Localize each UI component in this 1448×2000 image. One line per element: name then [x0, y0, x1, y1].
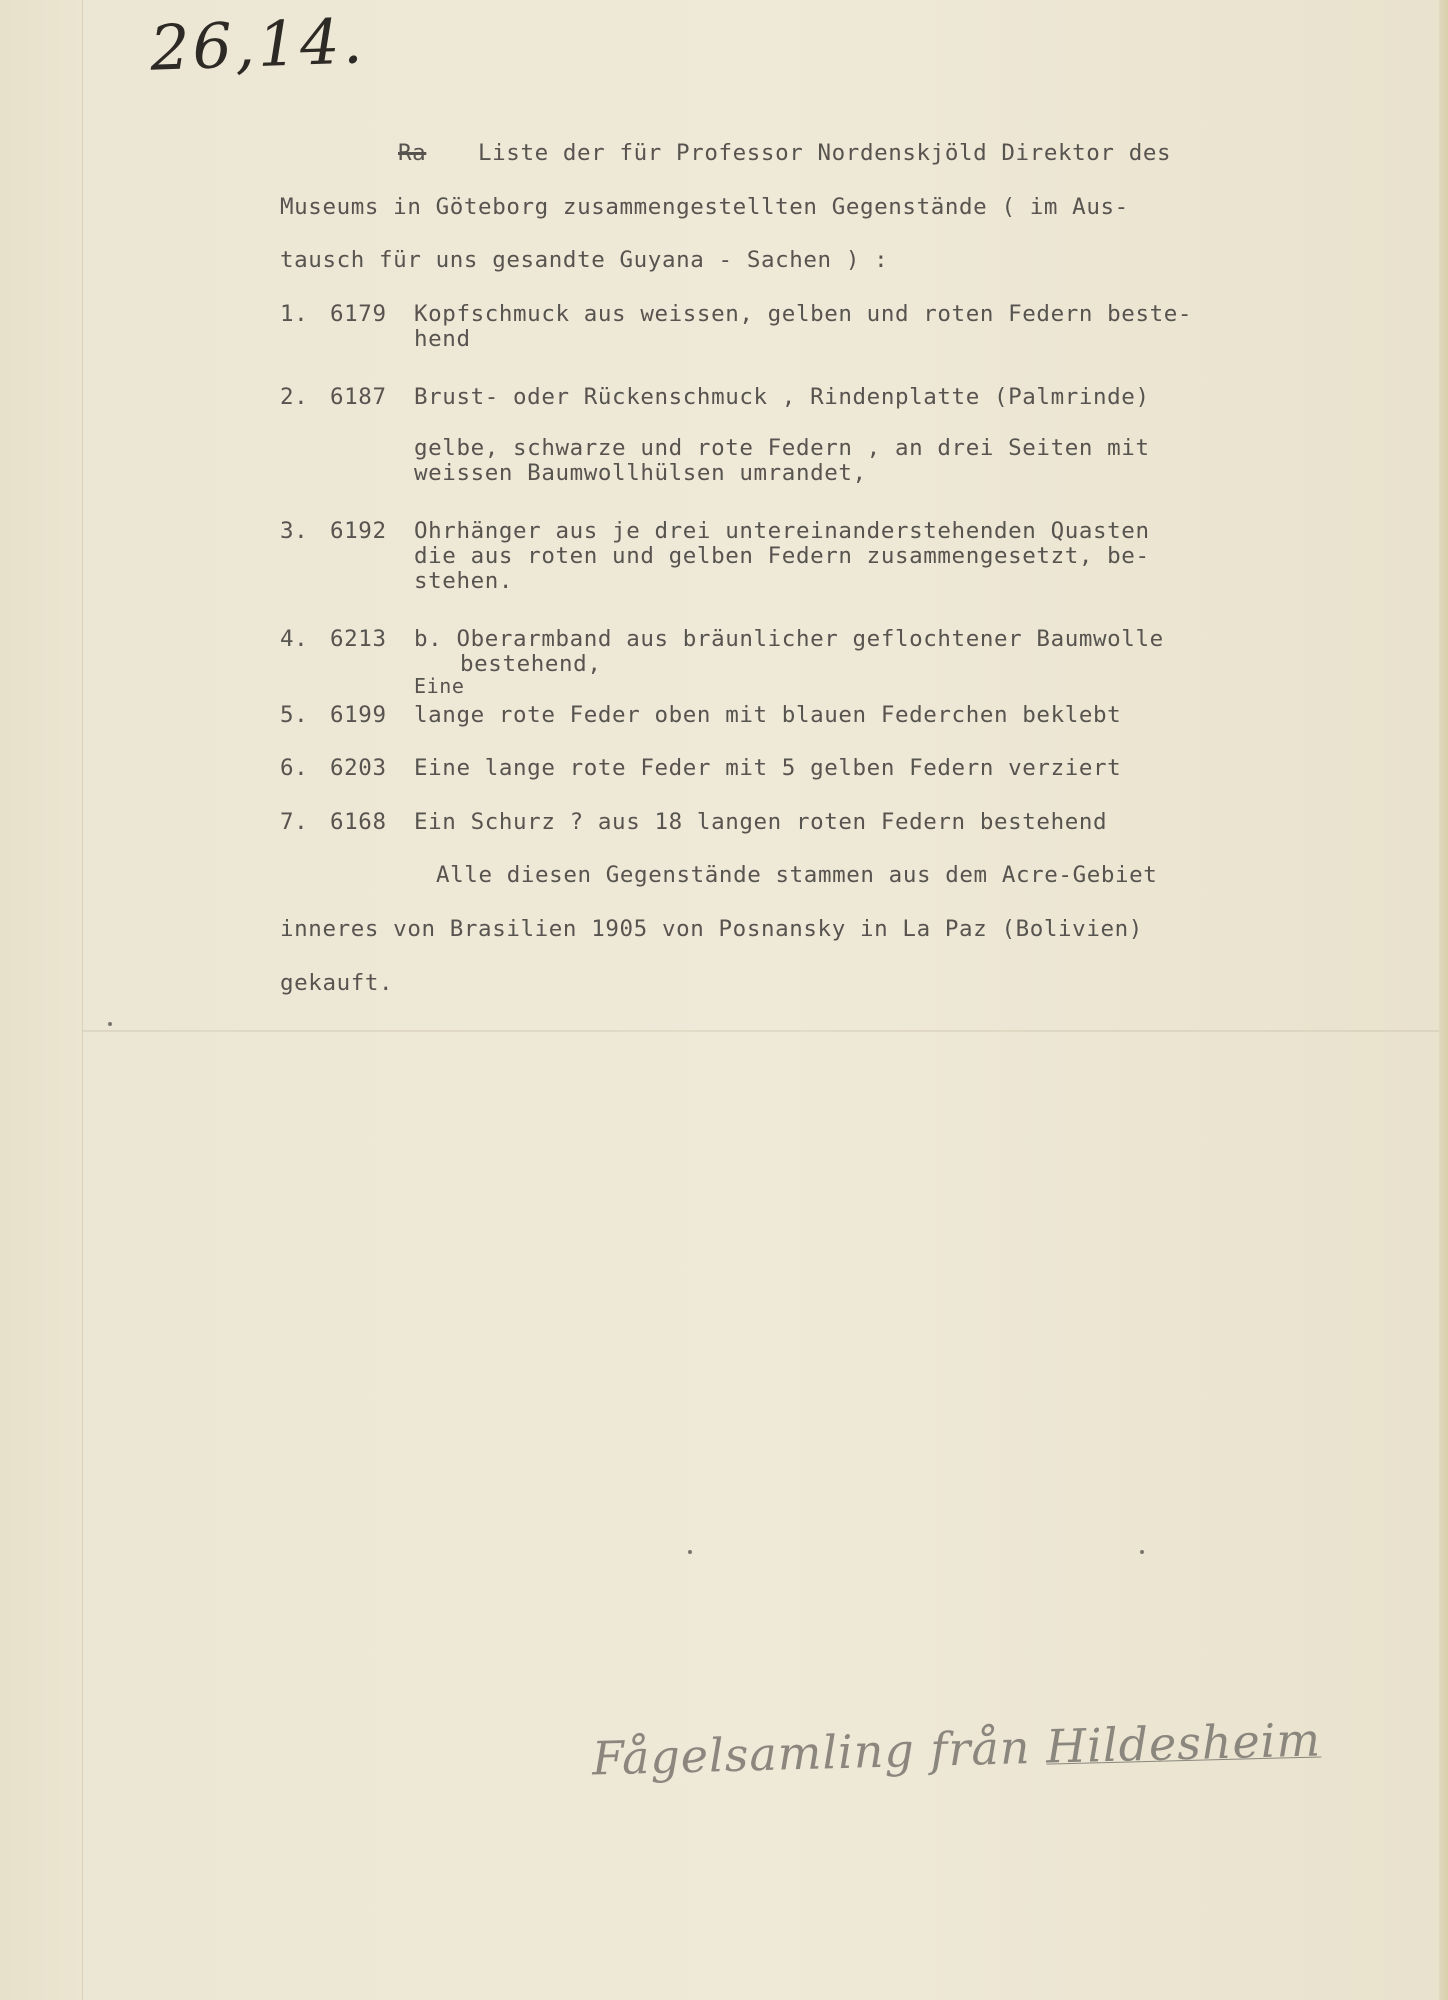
item-text-line: Kopfschmuck aus weissen, gelben und roten Federn beste-: [414, 301, 1193, 327]
item-number: 3.: [280, 518, 309, 544]
intro-line-2: Museums in Göteborg zusammengestellten Gegenstände ( im Aus-: [280, 194, 1129, 220]
item-catalog-id: 6187: [330, 384, 387, 410]
item-text-line: die aus roten und gelben Federn zusammengesetzt, be-: [414, 543, 1150, 569]
item-number: 6.: [280, 755, 309, 781]
closing-line-3: gekauft.: [280, 970, 394, 996]
pencil-annotation-text: Fågelsamling från: [591, 1720, 1032, 1786]
pencil-annotation-underlined: Hildesheim: [1045, 1712, 1322, 1774]
item-text-line: lange rote Feder oben mit blauen Federchen beklebt: [414, 702, 1122, 728]
item-text-line: bestehend,: [460, 651, 602, 677]
item-text-line: hend: [414, 326, 471, 352]
struck-text: Ra: [398, 140, 427, 166]
item-catalog-id: 6179: [330, 301, 387, 327]
item-text-line: Ohrhänger aus je drei untereinanderstehenden Quasten: [414, 518, 1150, 544]
closing-line-1: Alle diesen Gegenstände stammen aus dem Acre-Gebiet: [436, 862, 1158, 888]
item-catalog-id: 6203: [330, 755, 387, 781]
paper-speck: [108, 1022, 112, 1026]
item-text-line: Brust- oder Rückenschmuck , Rindenplatte (Palmrinde): [414, 384, 1150, 410]
closing-line-2: inneres von Brasilien 1905 von Posnansky in La Paz (Bolivien): [280, 916, 1143, 942]
item-text-line: b. Oberarmband aus bräunlicher geflochtener Baumwolle: [414, 626, 1164, 652]
item-number: 4.: [280, 626, 309, 652]
page-edge-left: [0, 0, 82, 2000]
fold-line: [83, 1030, 1448, 1032]
item-number: 7.: [280, 809, 309, 835]
item-text-line: Ein Schurz ? aus 18 langen roten Federn bestehend: [414, 809, 1108, 835]
inserted-word: Eine: [414, 674, 465, 698]
folio-number: 26,14.: [148, 4, 367, 85]
item-catalog-id: 6213: [330, 626, 387, 652]
intro-line-3: tausch für uns gesandte Guyana - Sachen ) :: [280, 247, 889, 273]
paper-speck: [688, 1550, 692, 1554]
item-number: 2.: [280, 384, 309, 410]
intro-struck-word: [398, 140, 426, 166]
document-sheet: [82, 0, 1448, 2000]
item-number: 5.: [280, 702, 309, 728]
item-text-line: gelbe, schwarze und rote Federn , an drei Seiten mit: [414, 435, 1150, 461]
item-catalog-id: 6168: [330, 809, 387, 835]
item-text-line: weissen Baumwollhülsen umrandet,: [414, 460, 867, 486]
item-number: 1.: [280, 301, 309, 327]
item-catalog-id: 6192: [330, 518, 387, 544]
item-catalog-id: 6199: [330, 702, 387, 728]
item-text-line: Eine lange rote Feder mit 5 gelben Federn verziert: [414, 755, 1122, 781]
paper-speck: [1140, 1550, 1144, 1554]
item-text-line: stehen.: [414, 568, 514, 594]
page-edge-right: [1439, 0, 1448, 2000]
intro-line-1: Liste der für Professor Nordenskjöld Direktor des: [478, 140, 1172, 166]
